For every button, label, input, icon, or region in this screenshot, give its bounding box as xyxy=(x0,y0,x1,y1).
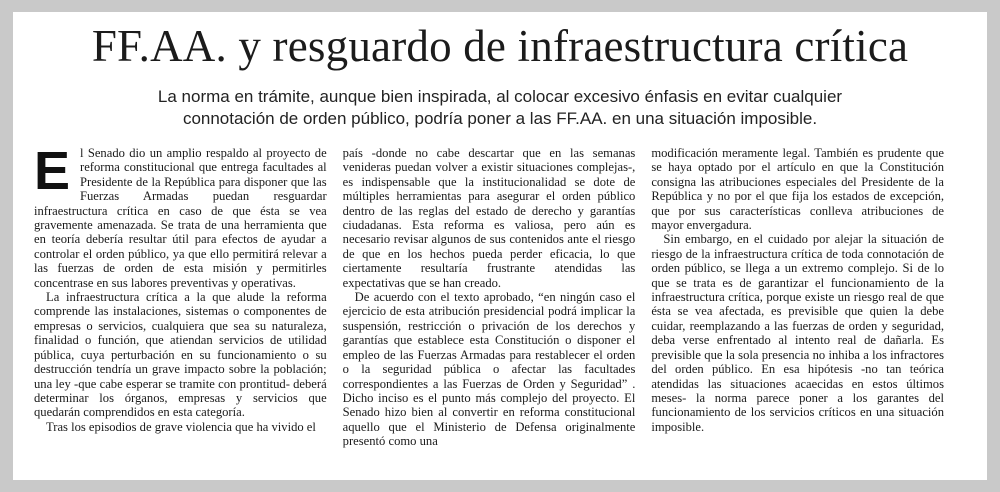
paragraph: De acuerdo con el texto aprobado, “en ningún caso el ejercicio de esta atribución presidencial podrá implicar la suspensión, restricción o privación de los derechos y garantías que establece esta Constitución o disponer el empleo de las Fuerzas Armadas para restablecer el orden o la seguridad pública o afectar las facultades correspondientes a las Fuerzas de Orden y Seguridad” . Dicho inciso es el punto más complejo del proyecto. El Senado hizo bien al convertir en reforma constitucional aquello que el Ministerio de Defensa originalmente presentó como una xyxy=(342,290,636,449)
deck-summary: La norma en trámite, aunque bien inspirada, al colocar excesivo énfasis en evitar cualquier connotación de orden público, podría poner a las FF.AA. en una situación imposible. xyxy=(157,87,843,128)
article-body xyxy=(34,146,944,462)
paragraph: Tras los episodios de grave violencia que ha vivido el xyxy=(46,419,316,434)
headline: FF.AA. y resguardo de infraestructura crítica xyxy=(91,21,909,71)
column-1 xyxy=(34,146,327,462)
drop-cap: E xyxy=(34,149,71,193)
paragraph: La infraestructura crítica a la que alude la reforma comprende las instalaciones, sistemas o componentes de empresas o servicios, cualquiera que sea su naturaleza, finalidad o función, que atiendan servicios de utilidad pública, cuya perturbación en su funcionamiento o su destrucción tendría un grave impacto sobre la población; una ley -que cabe esperar se tramite con prontitud- deberá determinar los órganos, empresas y servicios que quedarán comprendidos en esta categoría. xyxy=(34,290,327,420)
column-3 xyxy=(651,146,944,462)
paragraph: modificación meramente legal. También es prudente que se haya optado por el artículo en que la Constitución consigna las atribuciones especiales del Presidente de la República y no por el que fija los estados de excepción, que por sus características conlleva atribuciones de mayor envergadura. xyxy=(651,146,945,233)
paragraph: Sin embargo, en el cuidado por alejar la situación de riesgo de la infraestructura crítica de toda connotación de orden público, se llega a un extremo complejo. Si de lo que se trata es de garantizar el funcionamiento de la infraestructura crítica, porque existe un riesgo real de que ésta se vea afectada, es previsible que quien la debe cuidar, reemplazando a las fuerzas de orden y seguridad, deba verse enfrentado al intento real de dañarla. Es previsible que la sola presencia no inhiba a los infractores del orden público. En esa hipótesis -no tan teórica atendidas las situaciones acaecidas en estos últimos meses- la norma parece poner a los garantes del funcionamiento de los servicios críticos en una situación imposible. xyxy=(651,232,945,434)
column-2 xyxy=(343,146,636,462)
paragraph: país -donde no cabe descartar que en las semanas venideras puedan volver a existir situaciones complejas-, es indispensable que la institucionalidad se dote de múltiples herramientas para asegurar el orden público dentro de las reglas del estado de derecho y garantías ciudadanas. Esta reforma es valiosa, pero aún es necesario revisar algunos de sus contenidos ante el riesgo de que en los hechos pueda perder eficacia, lo que ciertamente resultaría frustrante atendidas las expectativas que se han creado. xyxy=(342,146,636,290)
paragraph xyxy=(34,146,327,290)
paragraph-text: l Senado dio un amplio respaldo al proyecto de reforma constitucional que entrega facultades al Presidente de la República para disponer que las Fuerzas Armadas puedan resguardar infraestructura crítica en caso de que ésta se vea gravemente amenazada. Se trata de una herramienta que en teoría debería resultar útil para efectos de ayudar a controlar el orden público, ya que ello permitirá relevar a las fuerzas de orden de esta misión y permitirles concentrase en sus labores preventivas y operativas. xyxy=(34,146,327,290)
